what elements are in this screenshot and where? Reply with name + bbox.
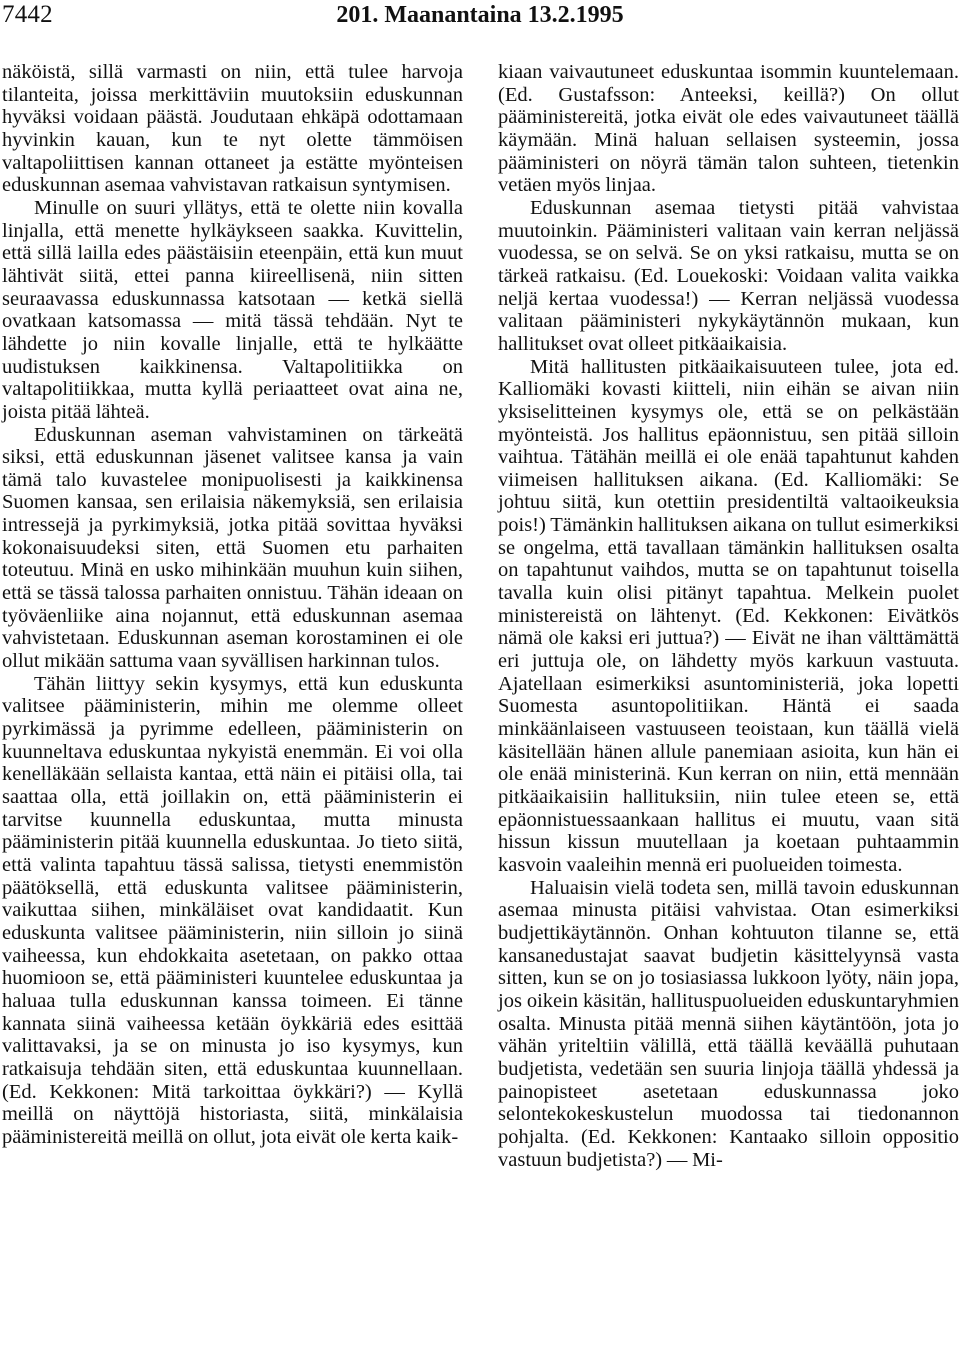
session-title: 201. Maanantaina 13.2.1995 [336, 2, 624, 28]
paragraph: Mitä hallitusten pitkäaikaisuuteen tulee, jota ed. Kalliomäki kovasti kiitteli, niin eihän se aivan niin yksiselitteinen kysymys ole, että se on pelkästään myönteistä. Jos hallitus epäonnistuu, sen pitää silloin vaihtua. Tätähän meillä ei ole enää tapahtunut kahden viimeisen hallituksen aikana. (Ed. Kalliomäki: Se johtuu siitä, kun otettiin presidentiltä valtaoikeuksia pois!) Tämänkin hallituksen aikana on tullut esimerkiksi se ongelma, että tavallaan tämänkin hallituksen osalta on tapahtunut vaihdos, mutta se on tapahtunut toisella tavalla kuin olisi pitänyt tapahtua. Melkein puolet ministereistä on lähtenyt. (Ed. Kekkonen: Eivätkös nämä ole kaksi eri juttua?) — Eivät ne ihan välttämättä eri juttuja ole, on lähdetty myös karkuun vastuuta. Ajatellaan esimerkiksi asuntoministeriä, joka lopetti Suomesta asuntopolitiikan. Häntä ei saada minkäänlaiseen vastuuseen teoistaan, kun täällä vielä käsitellään hänen allule panemiaan asioita, kun hän ei ole enää ministerinä. Kun kerran on niin, että mennään pitkäaikaisiin hallituksiin, niin tulee eteen se, että epäonnistuessaankaan hallitus ei muutu, vaan sitä hissun kissun muutellaan ja koetaan puhtaammin kasvoin vaaleihin mennä eri puolueiden toimesta. [498, 355, 959, 876]
paragraph: Tähän liittyy sekin kysymys, että kun eduskunta valitsee pääministerin, mihin me olemme olleet pyrkimässä ja pyrimme edelleen, pääministerin on kuunneltava eduskuntaa nykyistä enemmän. Ei voi olla kenelläkään sellaista kantaa, että näin ei pitäisi olla, tai saattaa olla, että joillakin on, että pääministerin ei tarvitse kuunnella eduskuntaa, mutta minusta pääministerin pitää kuunnella eduskuntaa. Jo tieto siitä, että valinta tapahtuu tässä salissa, tietysti enemmistön päätöksellä, että eduskunta valitsee pääministerin, vaikuttaa siihen, minkäläiset ovat kandidaatit. Kun eduskunta valitsee pääministerin, niin silloin jo siinä vaiheessa, kun ehdokkaita asetetaan, on pakko ottaa huomioon se, että pääministeri kuuntelee eduskuntaa ja haluaa tulla eduskunnan kanssa toimeen. Ei tänne kannata siinä vaiheessa ketään öykkäriä edes esittää valittavaksi, ja se on minusta jo iso kysymys, kun ratkaisuja tehdään siten, että eduskuntaa kuunnellaan. (Ed. Kekkonen: Mitä tarkoittaa öykkäri?) — Kyllä meillä on näyttöjä historiasta, siitä, minkälaisia pääministereitä meillä on ollut, jota eivät ole kerta kaik- [2, 672, 463, 1148]
paragraph: Haluaisin vielä todeta sen, millä tavoin eduskunnan asemaa minusta pitäisi vahvistaa. Otan esimerkiksi budjettikäytännön. Onhan kohtuuton tilanne se, että kansanedustajat saavat budjetin käsittelyynsä vasta sitten, kun se on jo tosiasiassa lukkoon lyöty, näin jopa, jos oikein käsitän, hallituspuolueiden eduskuntaryhmien osalta. Minusta pitää mennä siihen käytäntöön, jota jo vähän yriteltiin välillä, että täällä keväällä puhutaan budjetista, vedetään sen suuria linjoja täällä yhdessä ja painopisteet asetetaan eduskunnassa joko selontekokeskustelun muodossa tai tiedonannon pohjalta. (Ed. Kekkonen: Kantaako silloin oppositio vastuun budjetista?) — Mi- [498, 876, 959, 1171]
paragraph: Minulle on suuri yllätys, että te olette niin kovalla linjalla, että menette hylkäykseen saakka. Kuvittelin, että sillä lailla edes päästäisiin eteenpäin, että kun muut lähtivät siitä, ettei panna kiireellisenä, niin sitten seuraavassa eduskunnassa katsotaan — ketkä siellä ovatkaan katsomassa — mitä tässä tehdään. Nyt te lähdette jo niin kovalle linjalle, että te hylkäätte uudistuksen kaikkinensa. Valtapolitiikka on valtapolitiikkaa, mutta kyllä periaatteet ovat aina ne, joista pitää lähteä. [2, 196, 463, 423]
paragraph: näköistä, sillä varmasti on niin, että tulee harvoja tilanteita, joissa merkittäviin muutoksiin eduskunnan hyväksi voidaan päästä. Joudutaan ehkäpä odottamaan hyvinkin kauan, kun te nyt olette tämmöisen valtapoliittisen kannan ottaneet ja estätte myönteisen eduskunnan asemaa vahvistavan ratkaisun syntymisen. [2, 61, 463, 197]
page-header [0, 0, 960, 34]
page-number: 7442 [2, 1, 53, 28]
left-column [2, 61, 463, 1149]
paragraph: Eduskunnan aseman vahvistaminen on tärkeätä siksi, että eduskunnan jäsenet valitsee kansa ja vain tämä talo kuvastelee monipuolisesti ja kaikkinensa Suomen kansaa, sen erilaisia näkemyksiä, sen erilaisia intressejä ja pyrkimyksiä, jotka pitää sovittaa hyväksi kokonaisuudeksi siten, että Suomen etu parhaiten toteutuu. Minä en usko mihinkään muuhun kuin siihen, että se tässä talossa parhaiten onnistuu. Tähän ideaan on työväenliike aina nojannut, että eduskunnan asemaa vahvistetaan. Eduskunnan aseman korostaminen ei ole ollut mikään sattuma vaan syvällisen harkinnan tulos. [2, 423, 463, 673]
paragraph: kiaan vaivautuneet eduskuntaa isommin kuuntelemaan. (Ed. Gustafsson: Anteeksi, keillä?) On ollut pääministereitä, jotka eivät ole edes vaivautuneet täällä käymään. Minä haluan sellaisen systeemin, jossa pääministeri on nöyrä tämän talon suhteen, tietenkin vetäen myös linjaa. [498, 61, 959, 197]
right-column [498, 61, 959, 1171]
paragraph: Eduskunnan asemaa tietysti pitää vahvistaa muutoinkin. Pääministeri valitaan vain kerran neljässä vuodessa, se on selvä. Se on yksi ratkaisu, mutta se on tärkeä ratkaisu. (Ed. Louekoski: Voidaan valita vaikka neljä kertaa vuodessa!) — Kerran neljässä vuodessa valitaan pääministeri nykykäytännön mukaan, kun hallitukset ovat olleet pitkäaikaisia. [498, 196, 959, 355]
